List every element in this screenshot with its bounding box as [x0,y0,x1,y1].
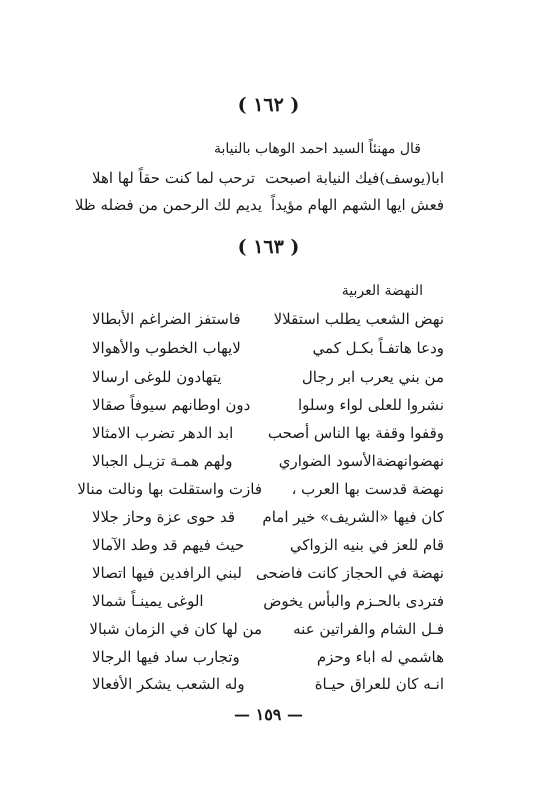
verse-line [92,307,444,331]
verse-first-hemistich: نهضوانهضةالأسود الضواري [278,452,444,470]
verse-first-hemistich: فـل الشام والفراتين عنه [293,620,444,638]
verse-first-hemistich: ابا(يوسف)فيك النيابة اصبحت [265,169,444,187]
verse-first-hemistich: وقفوا وقفة بها الناس أصحب [267,424,444,442]
verse-line [92,336,444,360]
verse-second-hemistich: وله الشعب يشكر الأفعالا [92,675,245,693]
verse-line [92,645,444,669]
verse-second-hemistich: وتجارب ساد فيها الرجالا [92,648,240,666]
verse-line [92,561,444,585]
verse-first-hemistich: انـه كان للعراق حيـاة [314,675,444,693]
verse-first-hemistich: نهض الشعب يطلب استقلالا [273,310,444,328]
page-number: — ١٥٩ — [234,705,303,724]
verse-first-hemistich: من بني يعرب ابر رجال [301,368,444,386]
poem-number-162: ( ١٦٢ ) [237,94,300,116]
verse-line [77,477,444,501]
verse-line [92,365,444,389]
verse-second-hemistich: من لها كان في الزمان شبالا [89,620,262,638]
verse-second-hemistich: قد حوى عزة وحاز جلالا [92,508,236,526]
verse-second-hemistich: فاستفز الضراغم الأبطالا [92,310,241,328]
verse-second-hemistich: لبني الرافدين فيها اتصالا [92,564,242,582]
verse-line [89,617,444,641]
verse-second-hemistich: الوغى يمينـاً شمالا [92,592,204,610]
poem-162-intro: قال مهنئاً السيد احمد الوهاب بالنيابة [213,141,421,157]
verse-second-hemistich: ترحب لما كنت حقاً لها اهلا [92,169,256,187]
verse-line [92,393,444,417]
verse-second-hemistich: دون اوطانهم سيوفاً صقالا [92,396,251,414]
verse-first-hemistich: كان فيها «الشريف» خير امام [262,508,444,526]
verse-first-hemistich: هاشمي له اباء وحزم [316,648,444,666]
verse-first-hemistich: نشروا للعلى لواء وسلوا [297,396,444,414]
verse-first-hemistich: ودعا هاتفـاً بكـل كمي [312,339,444,357]
verse-second-hemistich: حيث فيهم قد وطد الآمالا [92,536,245,554]
verse-second-hemistich: فازت واستقلت بها ونالت منالا [77,480,262,498]
verse-second-hemistich: ولهم همـة تزيـل الجبالا [92,452,233,470]
verse-line [92,421,444,445]
poem-163-title: النهضة العربية [341,283,423,299]
verse-line [92,505,444,529]
verse-first-hemistich: فعش ايها الشهم الهام مؤيداً [271,196,444,214]
poem-number-163: ( ١٦٣ ) [237,236,300,258]
verse-first-hemistich: قام للعز في بنيه الزواكي [289,536,444,554]
verse-line [92,589,444,613]
verse-first-hemistich: نهضة قدست بها العرب ، [291,480,444,498]
verse-second-hemistich: يتهادون للوغى ارسالا [92,368,222,386]
verse-first-hemistich: فتردى بالحـزم والبأس يخوض [263,592,444,610]
verse-first-hemistich: نهضة في الحجاز كانت فاضحى [255,564,444,582]
verse-line [92,533,444,557]
verse-line [92,672,444,696]
verse-second-hemistich: لايهاب الخطوب والأهوالا [92,339,241,357]
verse-line [92,166,444,190]
verse-line [92,449,444,473]
verse-line [74,193,444,217]
verse-second-hemistich: يديم لك الرحمن من فضله ظلا [74,196,262,214]
verse-second-hemistich: ابد الدهر تضرب الامثالا [92,424,234,442]
